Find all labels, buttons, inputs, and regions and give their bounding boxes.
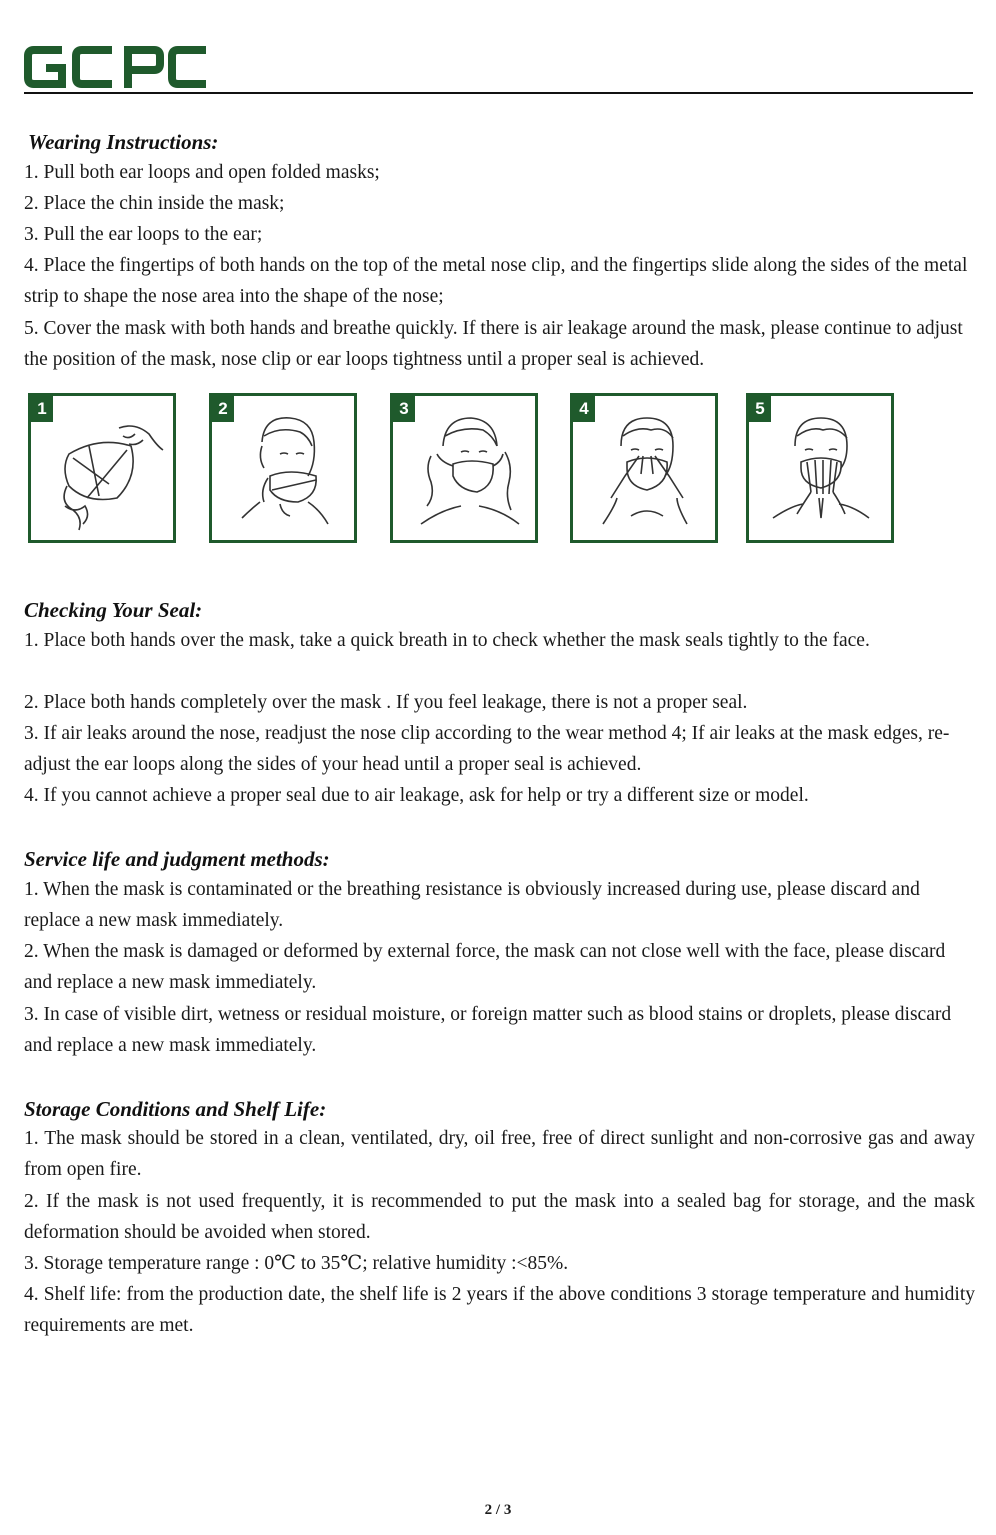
chin-in-mask-illustration-icon	[220, 406, 348, 534]
wearing-item-1: 1. Pull both ear loops and open folded masks;	[24, 162, 380, 183]
illustration-step-5	[746, 393, 894, 543]
service-item-1: 1. When the mask is contaminated or the breathing resistance is obviously increased during use, please discard and replace a new mask immediately.	[24, 879, 920, 931]
gcpc-logo-mark	[24, 42, 210, 92]
storage-title: Storage Conditions and Shelf Life:	[24, 1097, 327, 1121]
step-number-badge: 2	[212, 396, 234, 422]
step-number-badge: 1	[31, 396, 53, 422]
page-number: 2 / 3	[484, 1502, 512, 1518]
storage-item-3: 3. Storage temperature range : 0℃ to 35℃; relative humidity :<85%.	[24, 1253, 569, 1274]
wearing-item-4: 4. Place the fingertips of both hands on the top of the metal nose clip, and the fingertips slide along the sides of the metal strip to shape the nose area into the shape of the nose;	[24, 255, 968, 307]
step-number-badge: 5	[749, 396, 771, 422]
storage-item-4: 4. Shelf life: from the production date, the shelf life is 2 years if the above conditions 3 storage temperature and humidity requirements are met.	[24, 1284, 975, 1336]
storage-item-2: 2. If the mask is not used frequently, it is recommended to put the mask into a sealed bag for storage, and the mask deformation should be avoided when stored.	[24, 1191, 975, 1243]
cover-and-breathe-illustration-icon	[757, 406, 885, 534]
service-title: Service life and judgment methods:	[24, 847, 330, 871]
illustration-step-3	[390, 393, 538, 543]
checking-item-2: 2. Place both hands completely over the mask . If you feel leakage, there is not a proper seal.	[24, 692, 748, 713]
shape-nose-clip-illustration-icon	[581, 406, 709, 534]
ear-loops-illustration-icon	[401, 406, 529, 534]
checking-item-3: 3. If air leaks around the nose, readjust the nose clip according to the wear method 4; If air leaks at the mask edges, re-adjust the ear loops along the sides of your head until a proper seal is achieved.	[24, 723, 950, 775]
wearing-item-3: 3. Pull the ear loops to the ear;	[24, 224, 263, 245]
header-rule	[24, 92, 973, 94]
wearing-title: Wearing Instructions:	[28, 130, 219, 154]
checking-title: Checking Your Seal:	[24, 598, 203, 622]
wearing-item-5: 5. Cover the mask with both hands and breathe quickly. If there is air leakage around the mask, please continue to adjust the position of the mask, nose clip or ear loops tightness until a proper seal is achieved.	[24, 318, 963, 370]
wearing-item-2: 2. Place the chin inside the mask;	[24, 193, 285, 214]
illustration-step-2	[209, 393, 357, 543]
unfold-mask-illustration-icon	[39, 406, 167, 534]
illustration-step-1	[28, 393, 176, 543]
step-number-badge: 3	[393, 396, 415, 422]
checking-item-4: 4. If you cannot achieve a proper seal due to air leakage, ask for help or try a different size or model.	[24, 785, 809, 806]
wearing-illustrations	[28, 393, 898, 547]
storage-item-1: 1. The mask should be stored in a clean, ventilated, dry, oil free, free of direct sunlight and non-corrosive gas and away from open fire.	[24, 1128, 975, 1180]
gcpc-logo	[24, 42, 210, 92]
service-item-2: 2. When the mask is damaged or deformed by external force, the mask can not close well with the face, please discard and replace a new mask immediately.	[24, 941, 946, 993]
step-number-badge: 4	[573, 396, 595, 422]
checking-item-1: 1. Place both hands over the mask, take a quick breath in to check whether the mask seals tightly to the face.	[24, 630, 870, 651]
illustration-step-4	[570, 393, 718, 543]
service-item-3: 3. In case of visible dirt, wetness or residual moisture, or foreign matter such as blood stains or droplets, please discard and replace a new mask immediately.	[24, 1004, 952, 1056]
